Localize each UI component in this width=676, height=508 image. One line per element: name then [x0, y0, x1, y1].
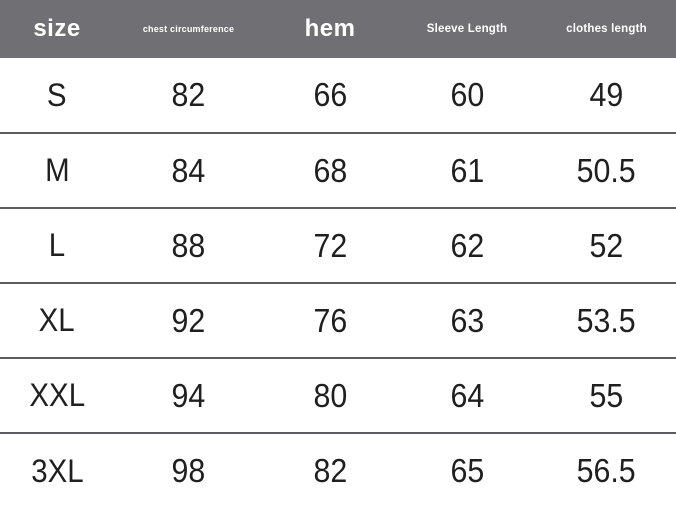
header-hem: hem	[263, 0, 397, 58]
cell-size	[0, 58, 114, 133]
table-row	[0, 283, 676, 358]
cell-value: 66	[313, 76, 347, 113]
cell-value: 82	[171, 76, 206, 113]
cell-chest	[114, 433, 263, 508]
cell-size	[0, 433, 114, 508]
cell-value: XXL	[29, 377, 85, 413]
cell-value: 49	[589, 76, 624, 113]
cell-value: 63	[450, 301, 484, 339]
cell-value: 52	[589, 226, 624, 264]
cell-length	[537, 58, 676, 133]
cell-hem	[263, 358, 397, 433]
table-row	[0, 358, 676, 433]
cell-value: M	[44, 152, 70, 188]
header-sleeve: Sleeve Length	[397, 0, 537, 58]
cell-chest	[114, 133, 263, 208]
cell-size	[0, 133, 114, 208]
header-row	[0, 0, 676, 58]
cell-value: 84	[171, 151, 206, 189]
cell-sleeve	[397, 58, 537, 133]
cell-value: 60	[450, 76, 484, 113]
table-row	[0, 133, 676, 208]
cell-sleeve	[397, 433, 537, 508]
cell-value: XL	[38, 302, 75, 338]
cell-value: 56.5	[576, 452, 637, 489]
cell-value: 80	[313, 376, 347, 414]
table-header	[0, 0, 676, 58]
cell-value: 55	[589, 376, 624, 414]
cell-value: 76	[313, 301, 347, 339]
table-row	[0, 208, 676, 283]
cell-value: 3XL	[30, 452, 84, 489]
cell-size	[0, 283, 114, 358]
cell-value: 68	[313, 151, 347, 189]
cell-value: 62	[450, 226, 484, 264]
cell-hem	[263, 133, 397, 208]
cell-value: 65	[450, 452, 484, 489]
cell-length	[537, 433, 676, 508]
cell-value: 82	[313, 452, 347, 489]
cell-value: 53.5	[576, 301, 637, 339]
cell-value: L	[48, 227, 66, 263]
header-chest: chest circumference	[114, 0, 263, 58]
cell-hem	[263, 208, 397, 283]
cell-value: 98	[171, 452, 206, 489]
cell-length	[537, 208, 676, 283]
cell-chest	[114, 283, 263, 358]
cell-size	[0, 358, 114, 433]
cell-value: S	[47, 76, 67, 113]
cell-value: 64	[450, 376, 484, 414]
table-row	[0, 433, 676, 508]
cell-chest	[114, 208, 263, 283]
table-body	[0, 58, 676, 508]
cell-sleeve	[397, 283, 537, 358]
cell-length	[537, 283, 676, 358]
cell-value: 88	[171, 226, 206, 264]
cell-value: 50.5	[576, 151, 637, 189]
cell-chest	[114, 58, 263, 133]
cell-sleeve	[397, 133, 537, 208]
cell-size	[0, 208, 114, 283]
cell-value: 94	[171, 376, 206, 414]
cell-chest	[114, 358, 263, 433]
header-size: size	[0, 0, 114, 58]
cell-length	[537, 358, 676, 433]
cell-sleeve	[397, 358, 537, 433]
cell-hem	[263, 433, 397, 508]
cell-value: 92	[171, 301, 206, 339]
cell-sleeve	[397, 208, 537, 283]
cell-hem	[263, 58, 397, 133]
cell-hem	[263, 283, 397, 358]
cell-value: 61	[450, 151, 484, 189]
header-length: clothes length	[537, 0, 676, 58]
cell-length	[537, 133, 676, 208]
table-row	[0, 58, 676, 133]
cell-value: 72	[313, 226, 347, 264]
